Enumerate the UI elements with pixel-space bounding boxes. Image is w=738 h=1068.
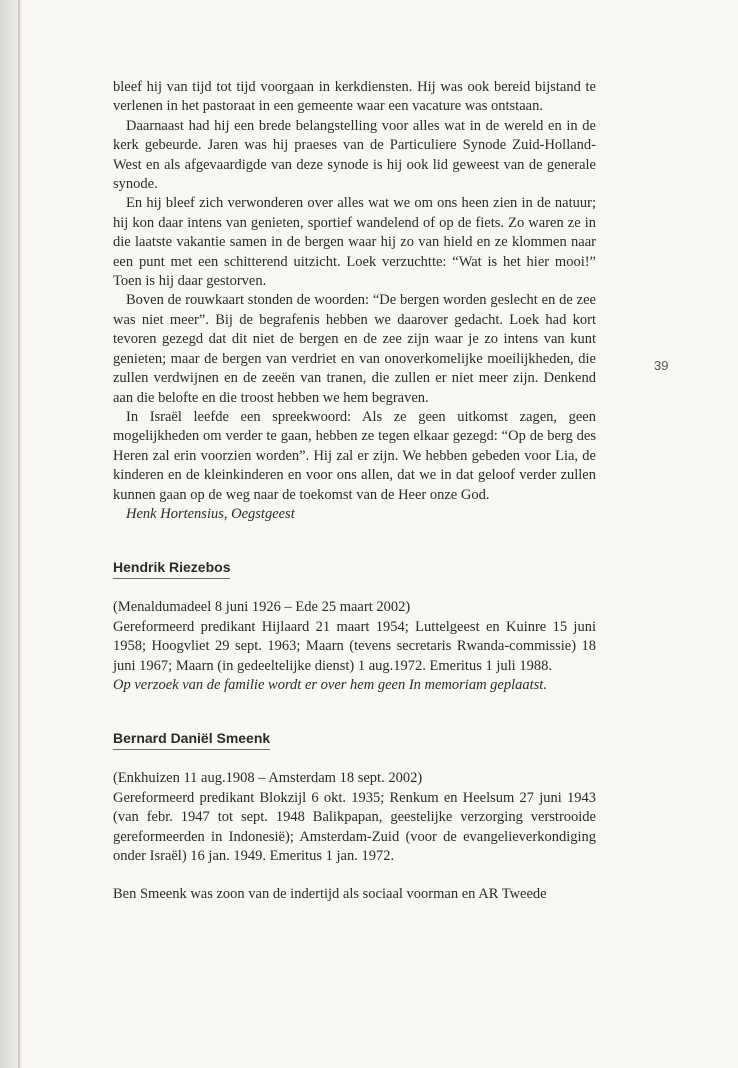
career-smeenk: Gereformeerd predikant Blokzijl 6 okt. 1935; Renkum en Heelsum 27 juni 1943 (van febr. 1947 tot sept. 1948 Balikpapan, geestelijke verzorging verstrooide gereformeerden in Indonesië); Amsterdam-Zuid (voor de evangelieverkondiging onder Israël) 16 jan. 1949. Emeritus 1 jan. 1972.: [113, 789, 596, 864]
heading-spacer: [113, 579, 596, 598]
section-heading-smeenk: Bernard Daniël Smeenk: [113, 729, 270, 750]
paragraph-funeral: Boven de rouwkaart stonden de woorden: “De bergen worden geslecht en de zee was niet meer”. Bij de begrafenis hebben we daarover gedacht. Loek had kort tevoren gezegd dat dit niet de bergen en de zee zijn waar je zo intens van kunt genieten; maar de bergen van verdriet en van onoverkomelijke moeilijkheden, die zullen verdwijnen en de zeeën van tranen, die zullen er niet meer zijn. Denkend aan die belofte en die troost hebben we hem begraven.: [113, 292, 596, 406]
career-riezebos: Gereformeerd predikant Hijlaard 21 maart 1954; Luttelgeest en Kuinre 15 juni 1958; Hoogvliet 29 sept. 1963; Maarn (tevens secretaris Rwanda-commissie) 18 juni 1967; Maarn (in gedeeltelijke dienst) 1 aug.1972. Emeritus 1 juli 1988.: [113, 618, 596, 674]
page-number: 39: [654, 358, 669, 373]
paragraph-continuation: bleef hij van tijd tot tijd voorgaan in kerkdiensten. Hij was ook bereid bijstand te verlenen in het pastoraat in een gemeente waar een vacature was ontstaan.: [113, 79, 596, 115]
paragraph-israel: In Israël leefde een spreekwoord: Als ze geen uitkomst zagen, geen mogelijkheden om verder te gaan, hebben ze tegen elkaar gezegd: “Op de berg des Heren zal erin voorzien worden”. Hij zal er zijn. We hebben gebeden voor Lia, de kinderen en de kleinkinderen en voor ons allen, dat we in dat geloof verder zullen kunnen gaan op de weg naar de toekomst van de Heer onze God.: [113, 408, 596, 503]
family-note-riezebos: Op verzoek van de familie wordt er over hem geen In memoriam geplaatst.: [113, 676, 547, 693]
book-spine-line: [18, 0, 20, 1068]
author-signature: Henk Hortensius, Oegstgeest: [126, 505, 295, 522]
paragraph-interests: Daarnaast had hij een brede belangstelling voor alles wat in de wereld en in de kerk gebeurde. Jaren was hij praeses van de Particuliere Synode Zuid-Holland-West en als afgevaardigde van deze synode is hij ook lid geweest van de generale synode.: [113, 117, 596, 193]
heading-spacer: [113, 750, 596, 769]
paragraph-nature: En hij bleef zich verwonderen over alles wat we om ons heen zien in de natuur; hij kon daar intens van genieten, sportief wandelend of op de fiets. Zo waren ze in die laatste vakantie samen in de bergen waar hij zo van hield en ze klommen naar een punt met een schitterend uitzicht. Loek verzuchtte: “Wat is het hier mooi!” Toen is hij daar gestorven.: [113, 195, 596, 290]
section-heading-riezebos: Hendrik Riezebos: [113, 558, 230, 579]
life-dates-riezebos: (Menaldumadeel 8 juni 1926 – Ede 25 maart 2002): [113, 599, 411, 616]
body-text: [113, 78, 596, 905]
section-spacer: [113, 695, 596, 729]
opening-smeenk: Ben Smeenk was zoon van de indertijd als sociaal voorman en AR Tweede: [113, 886, 547, 903]
section-spacer: [113, 524, 596, 558]
life-dates-smeenk: (Enkhuizen 11 aug.1908 – Amsterdam 18 sept. 2002): [113, 770, 423, 787]
paragraph-spacer: [113, 866, 596, 885]
